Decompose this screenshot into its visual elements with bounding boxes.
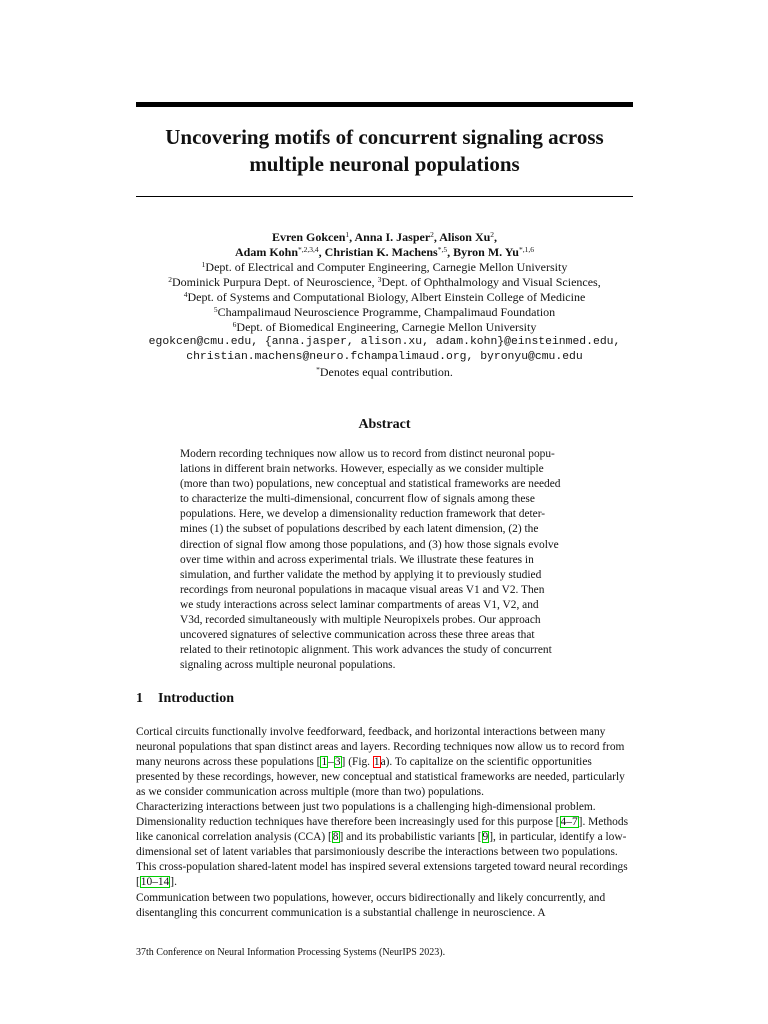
abstract-line: Modern recording techniques now allow us to record from distinct neuronal popu-: [180, 448, 555, 460]
conference-footer: 37th Conference on Neural Information Processing Systems (NeurIPS 2023).: [136, 947, 446, 958]
abstract-line: to characterize the multi-dimensional, concurrent flow of signals among these: [180, 493, 535, 506]
affiliation-text: Dept. of Ophthalmology and Visual Sciences,: [381, 275, 601, 289]
abstract-line: direction of signal flow among those populations, and (3) how those signals evolve: [180, 538, 559, 551]
author-affiliation-mark: 1: [345, 230, 350, 239]
paragraph-text: Characterizing interactions between just two populations is a challenging high-dimensional problem. Dimensionality reduction techniques have therefore been increasingly used for this purpose: [136, 801, 596, 829]
citation-link[interactable]: 9: [482, 831, 489, 844]
affiliation-mark: 2: [168, 275, 173, 284]
author-affiliation-mark: *,5: [437, 245, 448, 254]
affiliation-text: Dept. of Systems and Computational Biology, Albert Einstein College of Medicine: [187, 290, 586, 304]
section-heading-introduction: [136, 690, 633, 708]
affiliation-line: [120, 260, 649, 275]
affiliation-mark: 3: [377, 275, 382, 284]
author-separator: ,: [494, 230, 498, 244]
author-name: Adam Kohn: [235, 245, 299, 259]
author-emails: egokcen@cmu.edu, {anna.jasper, alison.xu, adam.kohn}@einsteinmed.edu,: [148, 336, 621, 348]
abstract-line: populations. Here, we develop a dimensionality reduction framework that deter-: [180, 508, 546, 521]
citation-link[interactable]: 8: [332, 831, 339, 844]
author-line-2: [120, 245, 649, 260]
note-mark: *: [316, 365, 320, 374]
paragraph-text: .: [174, 876, 177, 889]
author-name: Alison Xu: [439, 230, 491, 244]
affiliation-mark: 5: [213, 305, 218, 314]
author-affiliation-mark: *,2,3,4: [298, 245, 319, 254]
title-bottom-rule: [136, 196, 633, 197]
author-name: Byron M. Yu: [453, 245, 519, 259]
author-line-1: [120, 230, 649, 245]
author-name: Evren Gokcen: [271, 230, 346, 244]
abstract-line: simulation, and further validate the method by applying it to previously studied: [180, 568, 542, 581]
author-name: Christian K. Machens: [324, 245, 438, 259]
paragraph-text: ). To capitalize on the scientific opportunities presented by these recordings, however, new conceptual and statistical frameworks are needed, particularly as we consider communication across multiple (more than two) populations.: [136, 756, 625, 799]
intro-paragraph-1: Cortical circuits functionally involve feedforward, feedback, and horizontal interactions between many neuronal populations that span distinct areas and layers. Recording techniques now allow us to record from many neurons across these populations [1–3] (Fig. 1a). To capitalize on the scientific opportunities presented by these recordings, however, new conceptual and statistical frameworks are needed, particularly as we consider communication across multiple (more than two) populations.: [136, 726, 625, 799]
affiliation-text: Dept. of Electrical and Computer Engineering, Carnegie Mellon University: [205, 260, 568, 274]
abstract-body: [180, 447, 589, 673]
author-block: [120, 230, 649, 380]
author-separator: ,: [433, 230, 440, 244]
figure-panel: a: [380, 756, 386, 769]
abstract-line: related to their retinotopic alignment. This work advances the study of concurrent: [180, 644, 552, 657]
citation-dash: –: [328, 756, 334, 769]
abstract-line: lations in different brain networks. However, especially as we consider multiple: [180, 463, 544, 476]
figure-link[interactable]: 1: [373, 756, 380, 769]
equal-contribution-note: [120, 365, 649, 380]
paper-title: Uncovering motifs of concurrent signaling across multiple neuronal populations: [165, 125, 604, 176]
paragraph-text: (Fig.: [345, 756, 373, 769]
citation-link[interactable]: 4–7: [560, 816, 578, 829]
abstract-line: recordings from neuronal populations in macaque visual areas V1 and V2. Then: [180, 583, 545, 596]
citation-link[interactable]: 10–14: [140, 876, 170, 889]
intro-paragraph-2: Characterizing interactions between just two populations is a challenging high-dimensional problem. Dimensionality reduction techniques have therefore been increasingly used for this purpose [4–7]. Methods like canonical correlation analysis (CCA) [8] and its probabilistic variants [9], in particular, identify a low-dimensional set of latent variables that parsimoniously describe the interactions between two populations. This cross-population shared-latent model has inspired several extensions targeted toward neural recordings [10–14].: [136, 801, 629, 889]
note-text: Denotes equal contribution.: [319, 365, 453, 379]
abstract-line: V3d, recorded simultaneously with multiple Neuropixels probes. Our approach: [180, 614, 541, 627]
affiliation-text: Dept. of Biomedical Engineering, Carnegie Mellon University: [236, 320, 537, 334]
paragraph-text: , in particular, identify a low-dimensional set of latent variables that parsimoniously describe the interactions between two populations. This cross-population shared-latent model has inspired several extensions targeted toward neural recordings: [136, 831, 628, 874]
paragraph-text: . Methods like canonical correlation analysis (CCA): [136, 816, 629, 844]
affiliation-line: [120, 275, 649, 290]
citation-link[interactable]: 3: [334, 756, 341, 769]
paragraph-text: and its probabilistic variants: [343, 831, 478, 844]
affiliation-mark: 6: [232, 320, 237, 329]
title-top-rule: [136, 102, 633, 107]
author-separator: ,: [349, 230, 355, 244]
affiliation-mark: 4: [183, 290, 188, 299]
section-number: 1: [136, 691, 143, 706]
abstract-line: signaling across multiple neuronal populations.: [180, 659, 396, 672]
affiliation-line: [120, 290, 649, 305]
intro-paragraph-3: Communication between two populations, however, occurs bidirectionally and likely concurrently, and disentangling this concurrent communication is a substantial challenge in neuroscience. A: [136, 892, 606, 920]
author-separator: ,: [318, 245, 325, 259]
abstract-line: mines (1) the subset of populations described by each latent dimension, (2) the: [180, 523, 539, 536]
abstract-line: uncovered signatures of selective communication across these three areas that: [180, 629, 535, 642]
affiliation-text: Champalimaud Neuroscience Programme, Champalimaud Foundation: [217, 305, 556, 319]
author-affiliation-mark: 2: [430, 230, 434, 239]
abstract-heading: Abstract: [358, 417, 411, 432]
author-emails: christian.machens@neuro.fchampalimaud.org, byronyu@cmu.edu: [186, 351, 583, 363]
affiliation-mark: 1: [201, 260, 206, 269]
abstract-line: (more than two) populations, new conceptual and statistical frameworks are needed: [180, 478, 561, 491]
author-affiliation-mark: *,1,6: [518, 245, 534, 254]
citation-link[interactable]: 1: [321, 756, 328, 769]
affiliation-line: [120, 305, 649, 320]
author-affiliation-mark: 2: [490, 230, 495, 239]
author-separator: ,: [447, 245, 454, 259]
abstract-line: over time within and across experimental trials. We illustrate these features in: [180, 553, 534, 566]
affiliation-line: [120, 320, 649, 335]
affiliation-text: Dominick Purpura Dept. of Neuroscience,: [172, 275, 378, 289]
section-title: Introduction: [158, 691, 234, 706]
abstract-line: we study interactions across select laminar compartments of areas V1, V2, and: [180, 598, 539, 611]
author-name: Anna I. Jasper: [354, 230, 431, 244]
paragraph-text: Cortical circuits functionally involve feedforward, feedback, and horizontal interactions between many neuronal populations that span distinct areas and layers. Recording techniques now allow us to record from many neurons across these populations: [136, 726, 625, 769]
